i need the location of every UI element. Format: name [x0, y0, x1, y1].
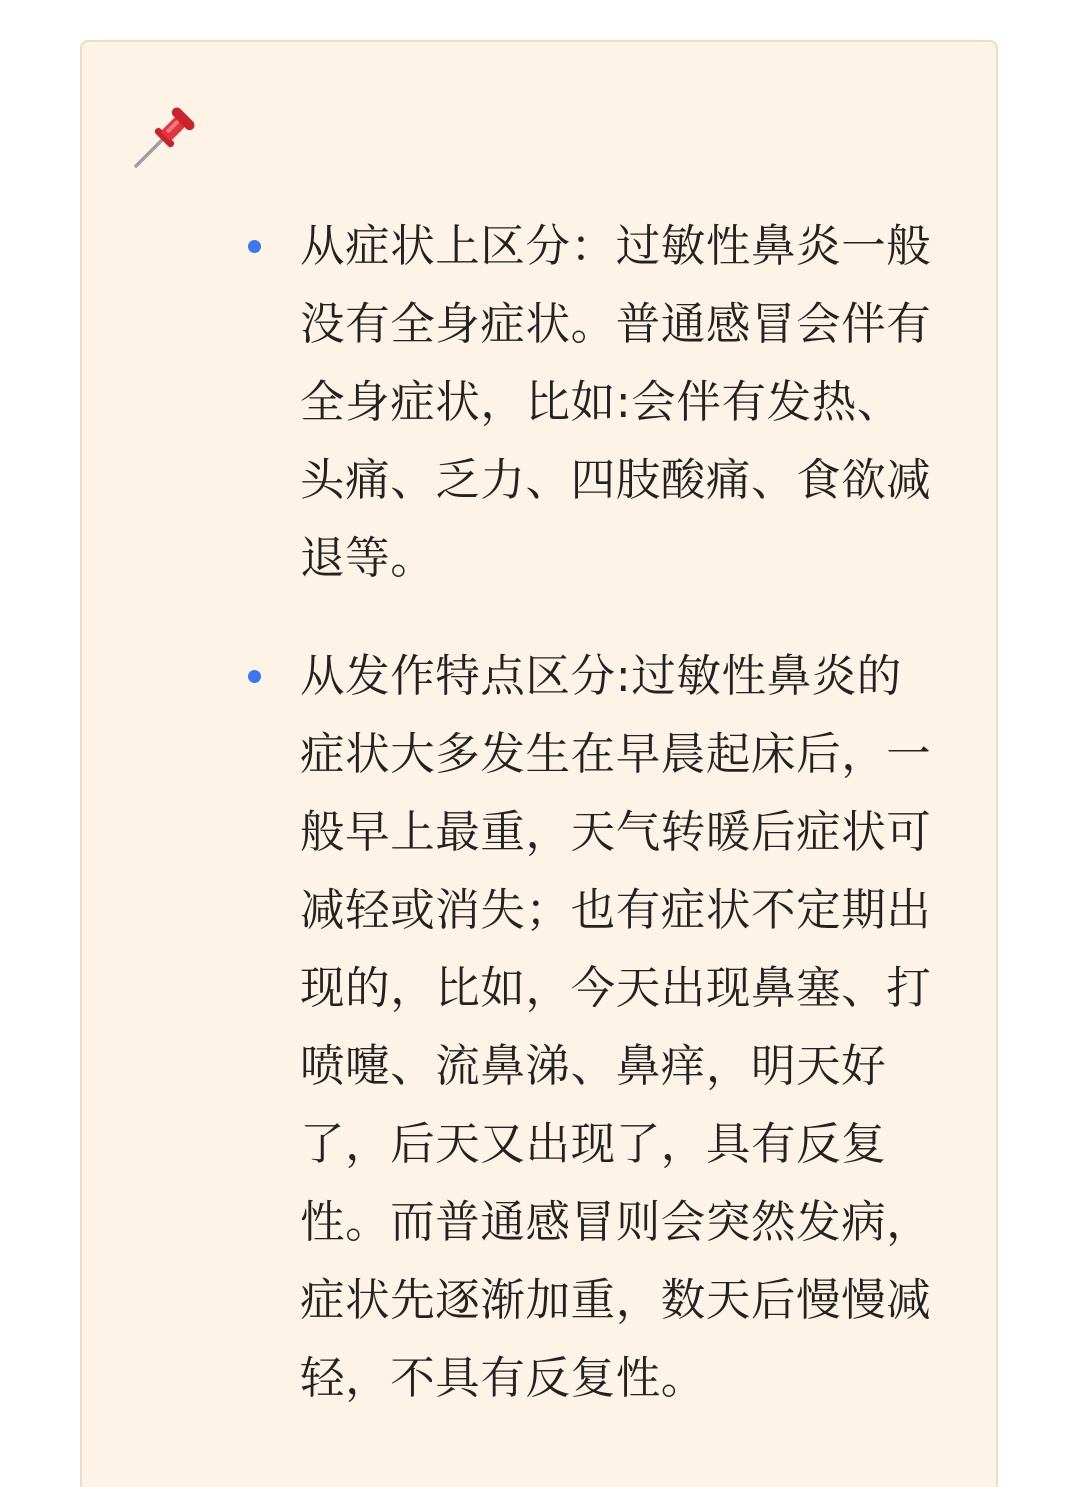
bullet-dot — [248, 240, 261, 253]
note-card — [80, 40, 998, 1487]
bullet-dot — [248, 670, 261, 683]
list-item-text: 从症状上区分：过敏性鼻炎一般没有全身症状。普通感冒会伴有全身症状，比如:会伴有发热、头痛、乏力、四肢酸痛、食欲减退等。 — [300, 221, 932, 584]
list-item — [242, 208, 942, 598]
list-item — [242, 638, 942, 1418]
bullet-list — [242, 208, 942, 1458]
list-item-text: 从发作特点区分:过敏性鼻炎的症状大多发生在早晨起床后，一般早上最重，天气转暖后症状可减轻或消失；也有症状不定期出现的，比如，今天出现鼻塞、打喷嚏、流鼻涕、鼻痒，明天好了，后天又出现了，具有反复性。而普通感冒则会突然发病，症状先逐渐加重，数天后慢慢减轻，不具有反复性。 — [300, 651, 932, 1404]
pushpin-icon — [132, 100, 202, 170]
